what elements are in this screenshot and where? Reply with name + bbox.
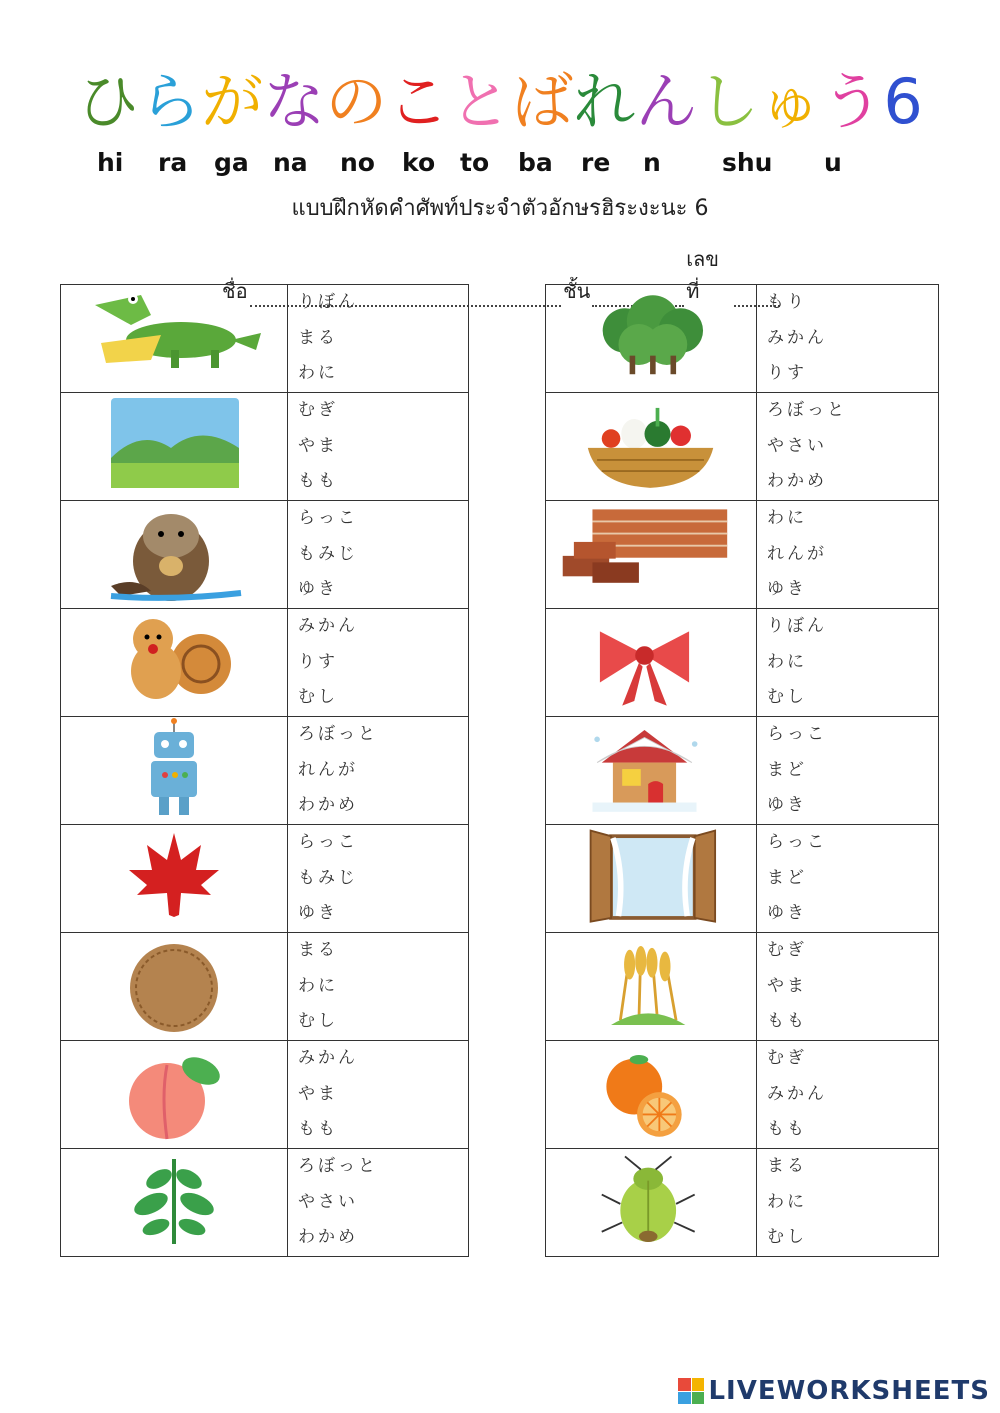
word-option[interactable]: もり [767,292,807,312]
word-row [61,609,469,717]
word-row [61,393,469,501]
picture-cell [61,285,288,393]
word-option[interactable]: みかん [298,1048,358,1068]
word-row [61,1041,469,1149]
options-cell [757,717,939,825]
word-row [546,825,939,933]
word-row [61,933,469,1041]
word-option[interactable]: むし [298,1011,338,1031]
word-option[interactable]: まる [767,1156,807,1176]
word-option[interactable]: ろぼっと [298,724,378,744]
brand-text: LIVEWORKSHEETS [708,1376,990,1406]
word-option[interactable]: もも [298,471,338,491]
mountain-landscape-icon [61,393,287,499]
ribbon-bow-icon [546,609,756,715]
word-option[interactable]: わかめ [767,471,827,491]
word-option[interactable]: りぼん [767,616,827,636]
title-char: 6 [883,65,923,138]
word-option[interactable]: わに [298,363,338,383]
word-option[interactable]: みかん [767,1083,827,1104]
picture-cell [546,825,757,933]
word-option[interactable]: れんが [767,543,827,564]
forest-icon [546,285,756,391]
picture-cell [61,393,288,501]
romaji-syllable: re [581,148,611,177]
options-cell [288,393,469,501]
word-option[interactable]: りす [767,363,807,383]
romaji-syllable: hi [97,148,124,177]
word-row [546,717,939,825]
options-cell [757,933,939,1041]
word-option[interactable]: ろぼっと [298,1156,378,1176]
options-cell [288,1041,469,1149]
page-title [0,62,1000,142]
liveworksheets-logo [678,1376,990,1406]
picture-cell [546,933,757,1041]
word-row [61,1149,469,1257]
options-cell [288,501,469,609]
word-row [546,1041,939,1149]
word-row [61,285,469,393]
word-option[interactable]: わに [767,508,807,528]
title-char: の [325,65,388,138]
word-option[interactable]: わかめ [298,795,358,815]
squirrel-icon [61,609,287,715]
picture-cell [61,933,288,1041]
open-window-icon [546,825,756,931]
picture-cell [61,825,288,933]
romaji-syllable: n [643,148,661,177]
title-char: な [263,65,326,138]
word-row [546,285,939,393]
picture-cell [546,717,757,825]
romaji-syllable: to [460,148,490,177]
picture-cell [546,501,757,609]
right-word-table [545,284,939,1257]
romaji-syllable: na [273,148,308,177]
word-option[interactable]: わに [298,975,338,996]
word-option[interactable]: ゆき [767,795,807,815]
options-cell [757,285,939,393]
word-option[interactable]: やま [298,1083,338,1104]
title-char: ば [511,65,574,138]
romaji-syllable: no [340,148,375,177]
name-label: ชื่อ [222,279,248,303]
options-cell [288,285,469,393]
word-option[interactable]: みかん [767,327,827,348]
options-cell [757,393,939,501]
word-option[interactable]: りす [298,651,338,672]
options-cell [288,609,469,717]
word-option[interactable]: わかめ [298,1227,358,1247]
romaji-syllable: ga [214,148,249,177]
word-option[interactable]: らっこ [298,508,358,528]
word-option[interactable]: もも [298,1119,338,1139]
word-row [61,717,469,825]
word-option[interactable]: りぼん [298,292,358,312]
word-row [546,933,939,1041]
word-option[interactable]: むぎ [298,400,338,420]
vegetable-basket-icon [546,393,756,499]
word-option[interactable]: やさい [767,435,827,456]
title-char: ん [635,65,698,138]
title-char: う [821,65,884,138]
picture-cell [61,1149,288,1257]
title-char: が [201,65,264,138]
options-cell [288,825,469,933]
word-option[interactable]: ゆき [298,903,338,923]
subtitle: แบบฝึกหัดคำศัพท์ประจำตัวอักษรฮิระงะนะ 6 [291,196,709,221]
word-option[interactable]: ゆき [298,579,338,599]
word-option[interactable]: もも [767,1119,807,1139]
word-option[interactable]: まる [298,327,338,348]
bug-icon [546,1149,756,1255]
word-option[interactable]: やま [298,435,338,456]
word-option[interactable]: むぎ [767,1048,807,1068]
word-option[interactable]: むぎ [767,940,807,960]
word-row [61,825,469,933]
word-option[interactable]: ゆき [767,903,807,923]
romaji-syllable: u [824,148,842,177]
romaji-syllable: ko [402,148,436,177]
word-row [546,501,939,609]
picture-cell [546,393,757,501]
title-char: れ [573,65,636,138]
word-option[interactable]: まど [767,759,807,780]
robot-icon [61,717,287,823]
word-option[interactable]: わに [767,1191,807,1212]
brick-wall-icon [546,501,756,607]
word-option[interactable]: みかん [298,616,358,636]
word-option[interactable]: まど [767,867,807,888]
word-option[interactable]: まる [298,940,338,960]
options-cell [288,717,469,825]
options-cell [288,933,469,1041]
options-cell [757,1041,939,1149]
word-option[interactable]: やさい [298,1191,358,1212]
word-option[interactable]: もも [767,1011,807,1031]
word-option[interactable]: ろぼっと [767,400,847,420]
word-option[interactable]: らっこ [767,724,827,744]
romaji-syllable: ra [158,148,188,177]
wheat-icon [546,933,756,1039]
title-char: ら [139,65,202,138]
left-word-table [60,284,469,1257]
options-cell [757,501,939,609]
title-char: し [697,65,760,138]
orange-icon [546,1041,756,1147]
title-char: ゅ [759,65,822,138]
picture-cell [546,285,757,393]
word-option[interactable]: もみじ [298,543,358,564]
word-option[interactable]: むし [767,687,807,707]
picture-cell [61,717,288,825]
word-row [546,1149,939,1257]
word-option[interactable]: わに [767,651,807,672]
romaji-syllable: ba [518,148,553,177]
picture-cell [61,1041,288,1149]
snowy-house-icon [546,717,756,823]
romaji-syllable: shu [722,148,773,177]
word-option[interactable]: らっこ [767,832,827,852]
sea-otter-icon [61,501,287,607]
crocodile-icon [61,285,287,391]
seaweed-icon [61,1149,287,1255]
options-cell [757,1149,939,1257]
options-cell [757,609,939,717]
word-option[interactable]: むし [298,687,338,707]
number-label: เลขที่ [686,247,719,303]
word-option[interactable]: ゆき [767,579,807,599]
word-row [546,609,939,717]
word-option[interactable]: やま [767,975,807,996]
picture-cell [546,1149,757,1257]
title-char: こ [387,65,450,138]
title-char: と [449,65,512,138]
maple-leaf-icon [61,825,287,931]
picture-cell [61,501,288,609]
picture-cell [546,1041,757,1149]
round-circle-icon [61,933,287,1039]
options-cell [757,825,939,933]
word-option[interactable]: らっこ [298,832,358,852]
word-row [546,393,939,501]
word-row [61,501,469,609]
word-option[interactable]: むし [767,1227,807,1247]
liveworksheets-icon [678,1378,704,1404]
class-label: ชั้น [563,279,591,303]
word-option[interactable]: れんが [298,759,358,780]
title-char: ひ [77,65,140,138]
peach-icon [61,1041,287,1147]
word-option[interactable]: もみじ [298,867,358,888]
options-cell [288,1149,469,1257]
picture-cell [61,609,288,717]
picture-cell [546,609,757,717]
